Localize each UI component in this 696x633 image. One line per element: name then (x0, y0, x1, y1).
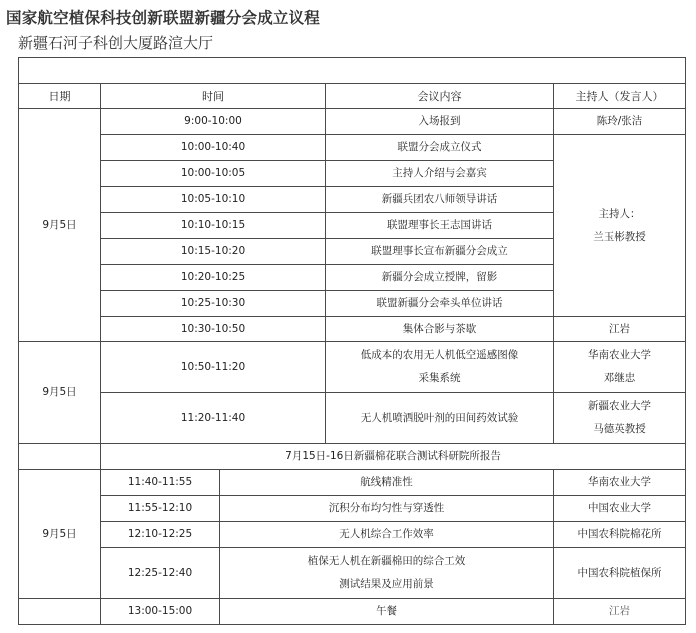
time-cell: 12:10-12:25 (100, 521, 220, 548)
content-cell: 无人机综合工作效率 (219, 521, 554, 548)
content-cell: 午餐 (219, 598, 554, 625)
time-cell: 10:05-10:10 (100, 186, 326, 213)
content-cell: 无人机喷洒脱叶剂的田间药效试验 (325, 392, 554, 444)
time-cell: 11:20-11:40 (100, 392, 326, 444)
table-top-blank (18, 57, 686, 84)
time-cell: 12:25-12:40 (100, 547, 220, 599)
time-cell: 11:40-11:55 (100, 469, 220, 496)
content-cell: 低成本的农用无人机低空遥感图像 采集系统 (325, 341, 554, 393)
content-cell: 集体合影与茶歇 (325, 316, 554, 342)
host-cell: 华南农业大学 (553, 469, 686, 496)
header-content: 会议内容 (325, 83, 554, 109)
time-cell: 11:55-12:10 (100, 495, 220, 522)
content-cell: 联盟分会成立仪式 (325, 134, 554, 161)
time-cell: 10:25-10:30 (100, 290, 326, 317)
host-cell: 陈玲/张洁 (553, 108, 686, 135)
content-cell: 入场报到 (325, 108, 554, 135)
banner-left-blank (18, 443, 101, 470)
host-cell: 中国农科院植保所 (553, 547, 686, 599)
time-cell: 10:15-10:20 (100, 238, 326, 265)
date-cell-section2: 9月5日 (18, 341, 101, 444)
page-subtitle: 新疆石河子科创大厦路渲大厅 (18, 34, 214, 52)
date-cell-section3: 9月5日 (18, 469, 101, 599)
content-cell: 联盟理事长宣布新疆分会成立 (325, 238, 554, 265)
time-cell: 10:10-10:15 (100, 212, 326, 239)
host-cell: 中国农科院棉花所 (553, 521, 686, 548)
time-cell: 10:50-11:20 (100, 341, 326, 393)
time-cell: 10:30-10:50 (100, 316, 326, 342)
content-cell: 新疆兵团农八师领导讲话 (325, 186, 554, 213)
section-banner: 7月15日-16日新疆棉花联合测试科研院所报告 (100, 443, 686, 470)
lunch-left-blank (18, 598, 101, 625)
header-host: 主持人（发言人） (553, 83, 686, 109)
time-cell: 10:20-10:25 (100, 264, 326, 291)
host-cell: 江岩 (553, 598, 686, 625)
header-date: 日期 (18, 83, 101, 109)
content-cell: 联盟新疆分会牵头单位讲话 (325, 290, 554, 317)
host-cell-merged: 主持人： 兰玉彬教授 (553, 134, 686, 317)
host-cell: 中国农业大学 (553, 495, 686, 522)
content-cell: 植保无人机在新疆棉田的综合工效 测试结果及应用前景 (219, 547, 554, 599)
page-title: 国家航空植保科技创新联盟新疆分会成立议程 (6, 9, 321, 27)
time-cell: 10:00-10:05 (100, 160, 326, 187)
time-cell: 9:00-10:00 (100, 108, 326, 135)
header-time: 时间 (100, 83, 326, 109)
content-cell: 主持人介绍与会嘉宾 (325, 160, 554, 187)
time-cell: 10:00-10:40 (100, 134, 326, 161)
date-cell-section1: 9月5日 (18, 108, 101, 342)
content-cell: 新疆分会成立授牌，留影 (325, 264, 554, 291)
time-cell: 13:00-15:00 (100, 598, 220, 625)
host-cell: 江岩 (553, 316, 686, 342)
content-cell: 航线精准性 (219, 469, 554, 496)
content-cell: 联盟理事长王志国讲话 (325, 212, 554, 239)
host-cell: 新疆农业大学 马德英教授 (553, 392, 686, 444)
content-cell: 沉积分布均匀性与穿透性 (219, 495, 554, 522)
host-cell: 华南农业大学 邓继忠 (553, 341, 686, 393)
